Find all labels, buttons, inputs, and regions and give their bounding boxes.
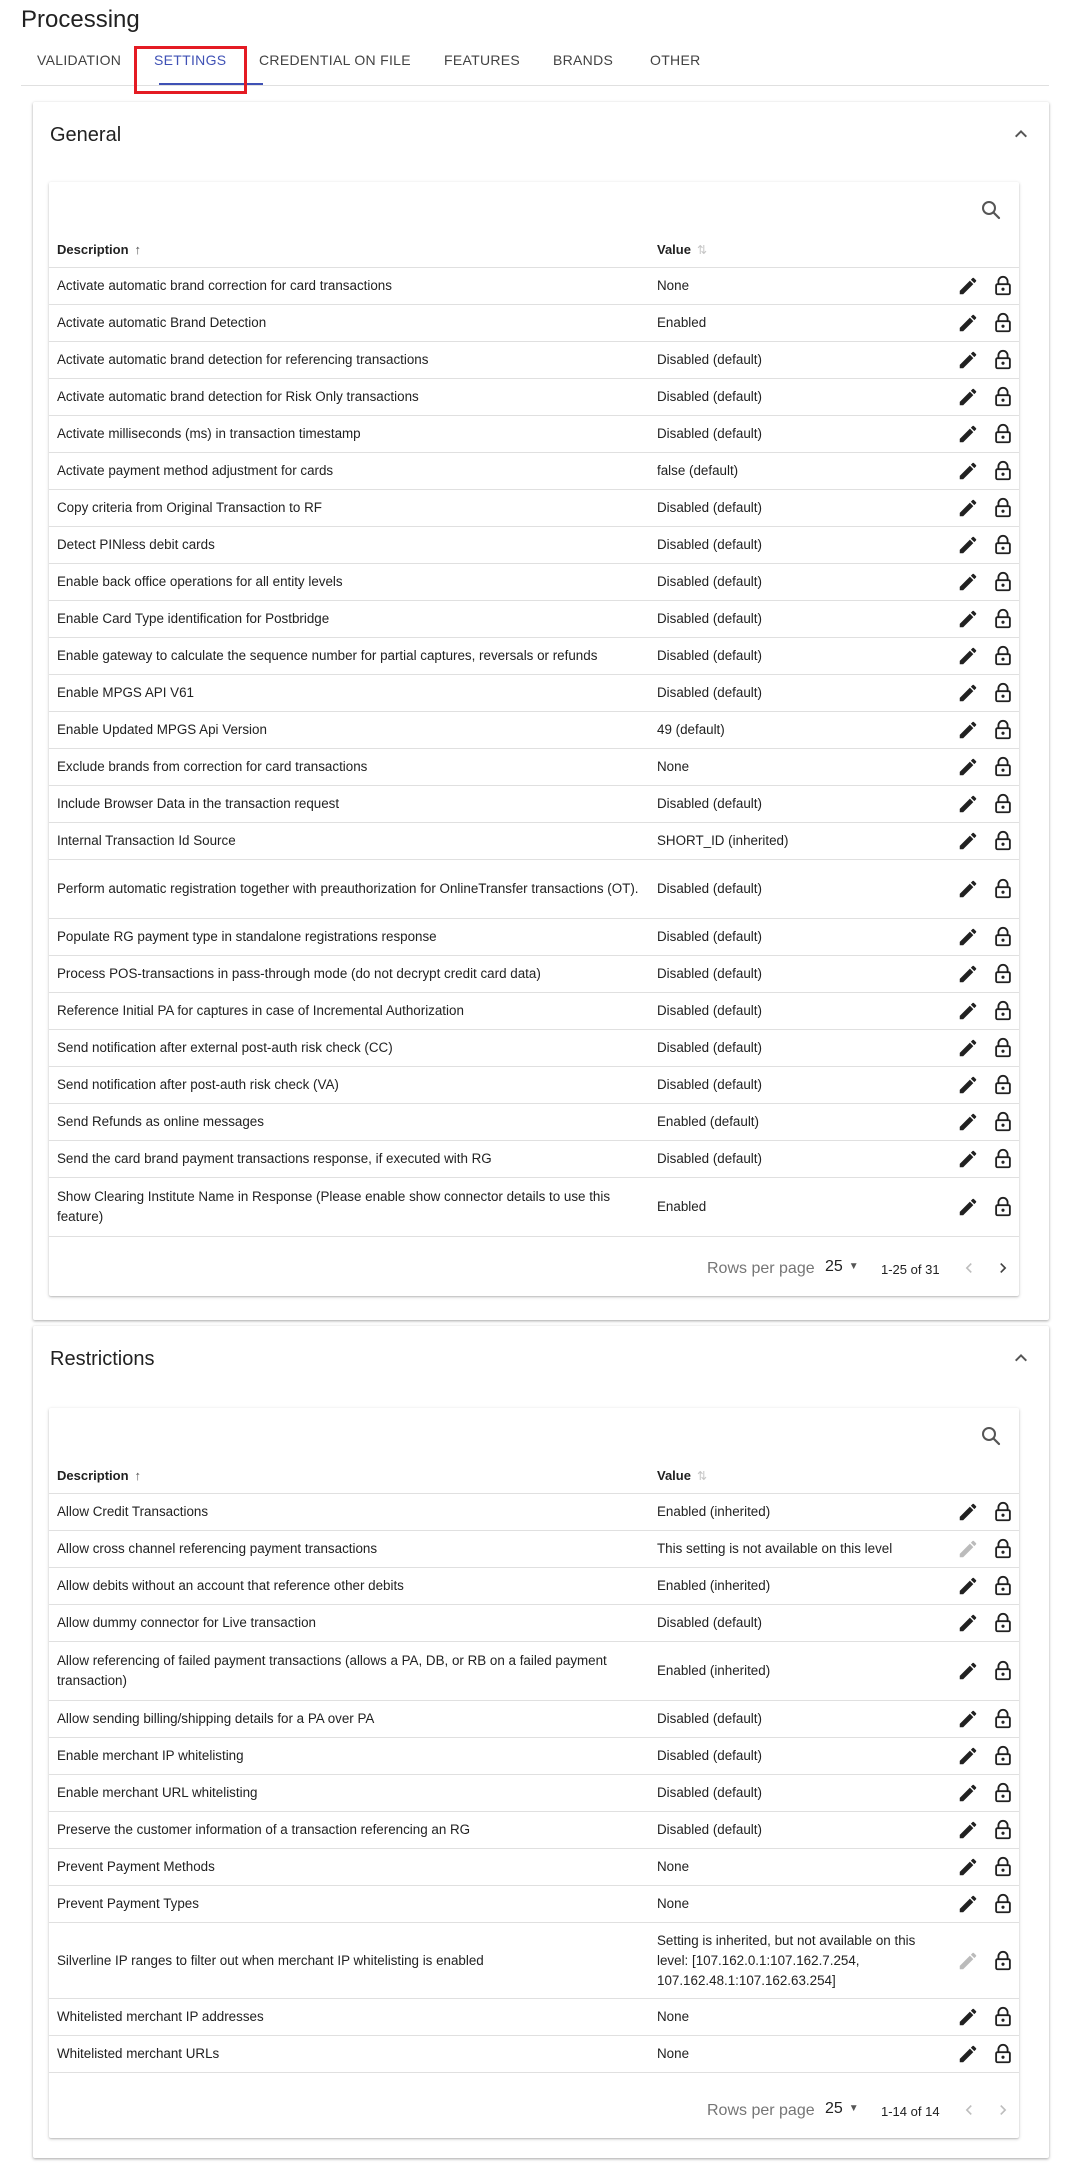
row-value: Disabled (default) [657,1822,762,1837]
restrictions-panel [33,1326,1049,2158]
table-row [49,993,1019,1030]
pencil-icon[interactable] [957,608,979,630]
table-row [49,490,1019,527]
column-header-description[interactable]: Description ↑ [57,1468,142,1483]
table-row [49,919,1019,956]
lock-icon[interactable] [992,1196,1014,1218]
chevron-right-icon[interactable] [993,1258,1013,1278]
row-value: Enabled (default) [657,1114,759,1129]
row-description: Send notification after post-auth risk check (VA) [57,1077,339,1092]
lock-icon[interactable] [992,1037,1014,1059]
row-value: Enabled (inherited) [657,1578,771,1593]
pencil-icon[interactable] [957,534,979,556]
row-description: Allow sending billing/shipping details for a PA over PA [57,1711,375,1726]
table-row [49,749,1019,786]
lock-icon[interactable] [992,1893,1014,1915]
table-row [49,1923,1019,1999]
row-description: Internal Transaction Id Source [57,833,236,848]
lock-icon[interactable] [992,719,1014,741]
chevron-left-icon[interactable] [959,1258,979,1278]
pencil-icon[interactable] [957,1501,979,1523]
table-row [49,675,1019,712]
restrictions-table-body [49,1494,1019,2073]
page-range: 1-25 of 31 [881,1262,940,1277]
table-row [49,1812,1019,1849]
row-value: Disabled (default) [657,352,762,367]
row-description: Activate payment method adjustment for cards [57,463,334,478]
row-value: Disabled (default) [657,1003,762,1018]
table-row [49,1849,1019,1886]
rows-per-page-select[interactable]: 25 ▼ [825,1258,859,1275]
row-value: None [657,1896,690,1911]
column-header-value[interactable]: Value ⇅ [657,242,708,257]
pencil-icon[interactable] [957,645,979,667]
row-description: Enable merchant IP whitelisting [57,1748,244,1763]
table-row [49,416,1019,453]
tab-credential-on-file[interactable]: CREDENTIAL ON FILE [259,52,411,68]
row-value: Disabled (default) [657,1615,762,1630]
table-row [49,1999,1019,2036]
row-description: Preserve the customer information of a transaction referencing an RG [57,1822,471,1837]
lock-icon[interactable] [992,1501,1014,1523]
table-header [49,228,1019,268]
row-description: Activate automatic Brand Detection [57,315,267,330]
table-row [49,527,1019,564]
pencil-icon[interactable] [957,497,979,519]
row-description: Enable MPGS API V61 [57,685,194,700]
row-description: Enable Card Type identification for Postbridge [57,611,330,626]
tab-highlight-box [134,46,247,94]
table-row [49,1067,1019,1104]
sort-ascending-icon: ↑ [134,242,142,257]
rows-per-page-label: Rows per page [707,2102,815,2119]
lock-icon[interactable] [992,608,1014,630]
pencil-icon[interactable] [957,1575,979,1597]
row-value: Enabled (inherited) [657,1663,771,1678]
chevron-right-icon[interactable] [993,2100,1013,2120]
table-row [49,1141,1019,1178]
row-description: Show Clearing Institute Name in Response (Please enable show connector details to use this feature) [57,1189,611,1224]
lock-icon[interactable] [992,830,1014,852]
row-value: Disabled (default) [657,1151,762,1166]
lock-icon[interactable] [992,645,1014,667]
lock-icon[interactable] [992,460,1014,482]
lock-icon[interactable] [992,1745,1014,1767]
general-panel [33,102,1049,1320]
pencil-icon[interactable] [957,1074,979,1096]
lock-icon[interactable] [992,1782,1014,1804]
lock-icon[interactable] [992,878,1014,900]
lock-icon[interactable] [992,2006,1014,2028]
row-value: SHORT_ID (inherited) [657,833,789,848]
table-row [49,1178,1019,1237]
lock-icon[interactable] [992,312,1014,334]
table-row [49,1030,1019,1067]
row-value: Disabled (default) [657,500,762,515]
row-value: Disabled (default) [657,929,762,944]
row-value: None [657,2046,690,2061]
row-value: Disabled (default) [657,1077,762,1092]
table-row [49,1738,1019,1775]
row-description: Activate automatic brand detection for referencing transactions [57,352,429,367]
row-description: Activate automatic brand correction for card transactions [57,278,392,293]
tab-features[interactable]: FEATURES [444,52,521,68]
row-description: Enable Updated MPGS Api Version [57,722,267,737]
pencil-icon[interactable] [957,878,979,900]
search-icon[interactable] [979,198,1003,222]
row-value: This setting is not available on this level [657,1541,893,1556]
table-row [49,268,1019,305]
table-row [49,1642,1019,1701]
pencil-icon[interactable] [957,312,979,334]
row-value: Disabled (default) [657,574,762,589]
tab-brands[interactable]: BRANDS [553,52,614,68]
row-value: Disabled (default) [657,1711,762,1726]
table-row [49,2036,1019,2073]
pencil-icon[interactable] [957,1893,979,1915]
row-description: Include Browser Data in the transaction request [57,796,340,811]
pencil-icon[interactable] [957,1819,979,1841]
row-value: None [657,278,690,293]
pencil-icon[interactable] [957,1745,979,1767]
pencil-icon[interactable] [957,1782,979,1804]
row-description: Whitelisted merchant IP addresses [57,2009,264,2024]
pencil-icon[interactable] [957,349,979,371]
row-description: Exclude brands from correction for card transactions [57,759,368,774]
restrictions-table-card [49,1408,1019,2138]
lock-icon[interactable] [992,571,1014,593]
table-row [49,305,1019,342]
table-row [49,1701,1019,1738]
sort-icon: ⇅ [696,243,708,257]
table-row [49,860,1019,919]
tab-settings[interactable]: SETTINGS [154,52,227,68]
tab-validation[interactable]: VALIDATION [37,52,122,68]
general-table-body [49,268,1019,1237]
table-row [49,1531,1019,1568]
row-value: Enabled [657,315,707,330]
row-description: Send notification after external post-auth risk check (CC) [57,1040,393,1055]
pencil-icon[interactable] [957,1111,979,1133]
row-value: None [657,2009,690,2024]
row-value: Disabled (default) [657,389,762,404]
pencil-icon[interactable] [957,793,979,815]
lock-icon[interactable] [992,386,1014,408]
chevron-left-icon[interactable] [959,2100,979,2120]
pencil-icon[interactable] [957,460,979,482]
row-value: Disabled (default) [657,537,762,552]
row-value: Disabled (default) [657,685,762,700]
lock-icon[interactable] [992,2043,1014,2065]
lock-icon[interactable] [992,1575,1014,1597]
pencil-icon[interactable] [957,1612,979,1634]
chevron-up-icon[interactable] [1009,122,1033,146]
lock-icon[interactable] [992,1708,1014,1730]
row-value: None [657,759,690,774]
row-value: Disabled (default) [657,1785,762,1800]
tab-other[interactable]: OTHER [650,52,701,68]
pencil-icon[interactable] [957,719,979,741]
table-row [49,453,1019,490]
pencil-icon[interactable] [957,926,979,948]
row-value: Enabled [657,1199,707,1214]
row-description: Allow cross channel referencing payment transactions [57,1541,378,1556]
lock-icon[interactable] [992,1819,1014,1841]
pencil-icon[interactable] [957,1708,979,1730]
pencil-icon[interactable] [957,830,979,852]
row-value: Disabled (default) [657,1040,762,1055]
caret-down-icon: ▼ [848,1261,859,1272]
row-description: Allow debits without an account that reference other debits [57,1578,404,1593]
row-description: Allow referencing of failed payment transactions (allows a PA, DB, or RB on a failed payment transaction) [57,1653,607,1688]
lock-icon[interactable] [992,1950,1014,1972]
lock-icon[interactable] [992,1538,1014,1560]
pencil-icon[interactable] [957,1950,979,1972]
table-row [49,1605,1019,1642]
row-value: Enabled (inherited) [657,1504,771,1519]
row-description: Prevent Payment Types [57,1896,199,1911]
lock-icon[interactable] [992,1660,1014,1682]
row-description: Send Refunds as online messages [57,1114,264,1129]
table-pagination [49,1240,1019,1296]
lock-icon[interactable] [992,756,1014,778]
lock-icon[interactable] [992,1074,1014,1096]
rows-per-page-select[interactable]: 25 ▼ [825,2100,859,2117]
lock-icon[interactable] [992,1148,1014,1170]
general-table-card [49,182,1019,1296]
row-description: Copy criteria from Original Transaction to RF [57,500,322,515]
table-row [49,712,1019,749]
pencil-icon[interactable] [957,756,979,778]
row-value: Disabled (default) [657,966,762,981]
restrictions-panel-title: Restrictions [50,1348,155,1370]
pencil-icon[interactable] [957,1196,979,1218]
lock-icon[interactable] [992,349,1014,371]
chevron-up-icon[interactable] [1009,1346,1033,1370]
row-value: Disabled (default) [657,648,762,663]
table-row [49,564,1019,601]
pencil-icon[interactable] [957,275,979,297]
row-description: Enable back office operations for all entity levels [57,574,343,589]
table-row [49,1886,1019,1923]
lock-icon[interactable] [992,1856,1014,1878]
row-value: 49 (default) [657,722,725,737]
table-row [49,379,1019,416]
pencil-icon[interactable] [957,1148,979,1170]
row-description: Allow dummy connector for Live transaction [57,1615,316,1630]
pencil-icon[interactable] [957,386,979,408]
caret-down-icon: ▼ [848,2103,859,2114]
row-description: Send the card brand payment transactions response, if executed with RG [57,1151,492,1166]
lock-icon[interactable] [992,497,1014,519]
lock-icon[interactable] [992,1111,1014,1133]
row-description: Activate milliseconds (ms) in transaction timestamp [57,426,361,441]
lock-icon[interactable] [992,963,1014,985]
row-value: Disabled (default) [657,1748,762,1763]
pencil-icon[interactable] [957,423,979,445]
page-range: 1-14 of 14 [881,2104,940,2119]
pencil-icon[interactable] [957,682,979,704]
pencil-icon[interactable] [957,1000,979,1022]
row-description: Allow Credit Transactions [57,1504,209,1519]
search-icon[interactable] [979,1424,1003,1448]
row-description: Process POS-transactions in pass-through mode (do not decrypt credit card data) [57,966,541,981]
pencil-icon[interactable] [957,1538,979,1560]
row-value: Disabled (default) [657,796,762,811]
row-description: Silverline IP ranges to filter out when merchant IP whitelisting is enabled [57,1952,484,1968]
rows-per-page-label: Rows per page [707,1260,815,1277]
general-panel-title: General [50,124,122,146]
row-value: None [657,1859,690,1874]
pencil-icon[interactable] [957,1037,979,1059]
table-row [49,1104,1019,1141]
row-description: Enable merchant URL whitelisting [57,1785,258,1800]
row-description: Whitelisted merchant URLs [57,2046,220,2061]
row-value: false (default) [657,463,739,478]
row-description: Detect PINless debit cards [57,537,215,552]
table-row [49,342,1019,379]
pencil-icon[interactable] [957,2043,979,2065]
row-value: Disabled (default) [657,611,762,626]
table-row [49,956,1019,993]
table-row [49,823,1019,860]
page-title: Processing [21,6,140,33]
row-description: Reference Initial PA for captures in case of Incremental Authorization [57,1003,464,1018]
lock-icon[interactable] [992,1000,1014,1022]
pencil-icon[interactable] [957,1660,979,1682]
row-description: Populate RG payment type in standalone registrations response [57,929,437,944]
lock-icon[interactable] [992,682,1014,704]
lock-icon[interactable] [992,926,1014,948]
pencil-icon[interactable] [957,963,979,985]
sort-ascending-icon: ↑ [134,1468,142,1483]
table-header [49,1454,1019,1494]
row-value: Disabled (default) [657,881,762,896]
row-description: Prevent Payment Methods [57,1859,215,1874]
column-header-description[interactable]: Description ↑ [57,242,142,257]
row-value: Setting is inherited, but not available on this level: [107.162.0.1:107.162.7.254, 107.162.48.1:107.162.63.254] [657,1932,916,1988]
table-row [49,1494,1019,1531]
row-description: Enable gateway to calculate the sequence number for partial captures, reversals or refunds [57,648,598,663]
table-row [49,1568,1019,1605]
lock-icon[interactable] [992,793,1014,815]
lock-icon[interactable] [992,1612,1014,1634]
table-row [49,1775,1019,1812]
lock-icon[interactable] [992,534,1014,556]
table-pagination [49,2082,1019,2138]
lock-icon[interactable] [992,423,1014,445]
table-row [49,638,1019,675]
pencil-icon[interactable] [957,2006,979,2028]
pencil-icon[interactable] [957,571,979,593]
table-row [49,786,1019,823]
sort-icon: ⇅ [696,1469,708,1483]
column-header-value[interactable]: Value ⇅ [657,1468,708,1483]
row-description: Activate automatic brand detection for Risk Only transactions [57,389,419,404]
row-value: Disabled (default) [657,426,762,441]
lock-icon[interactable] [992,275,1014,297]
row-description: Perform automatic registration together with preauthorization for OnlineTransfer transactions (OT). [57,881,639,896]
pencil-icon[interactable] [957,1856,979,1878]
table-row [49,601,1019,638]
